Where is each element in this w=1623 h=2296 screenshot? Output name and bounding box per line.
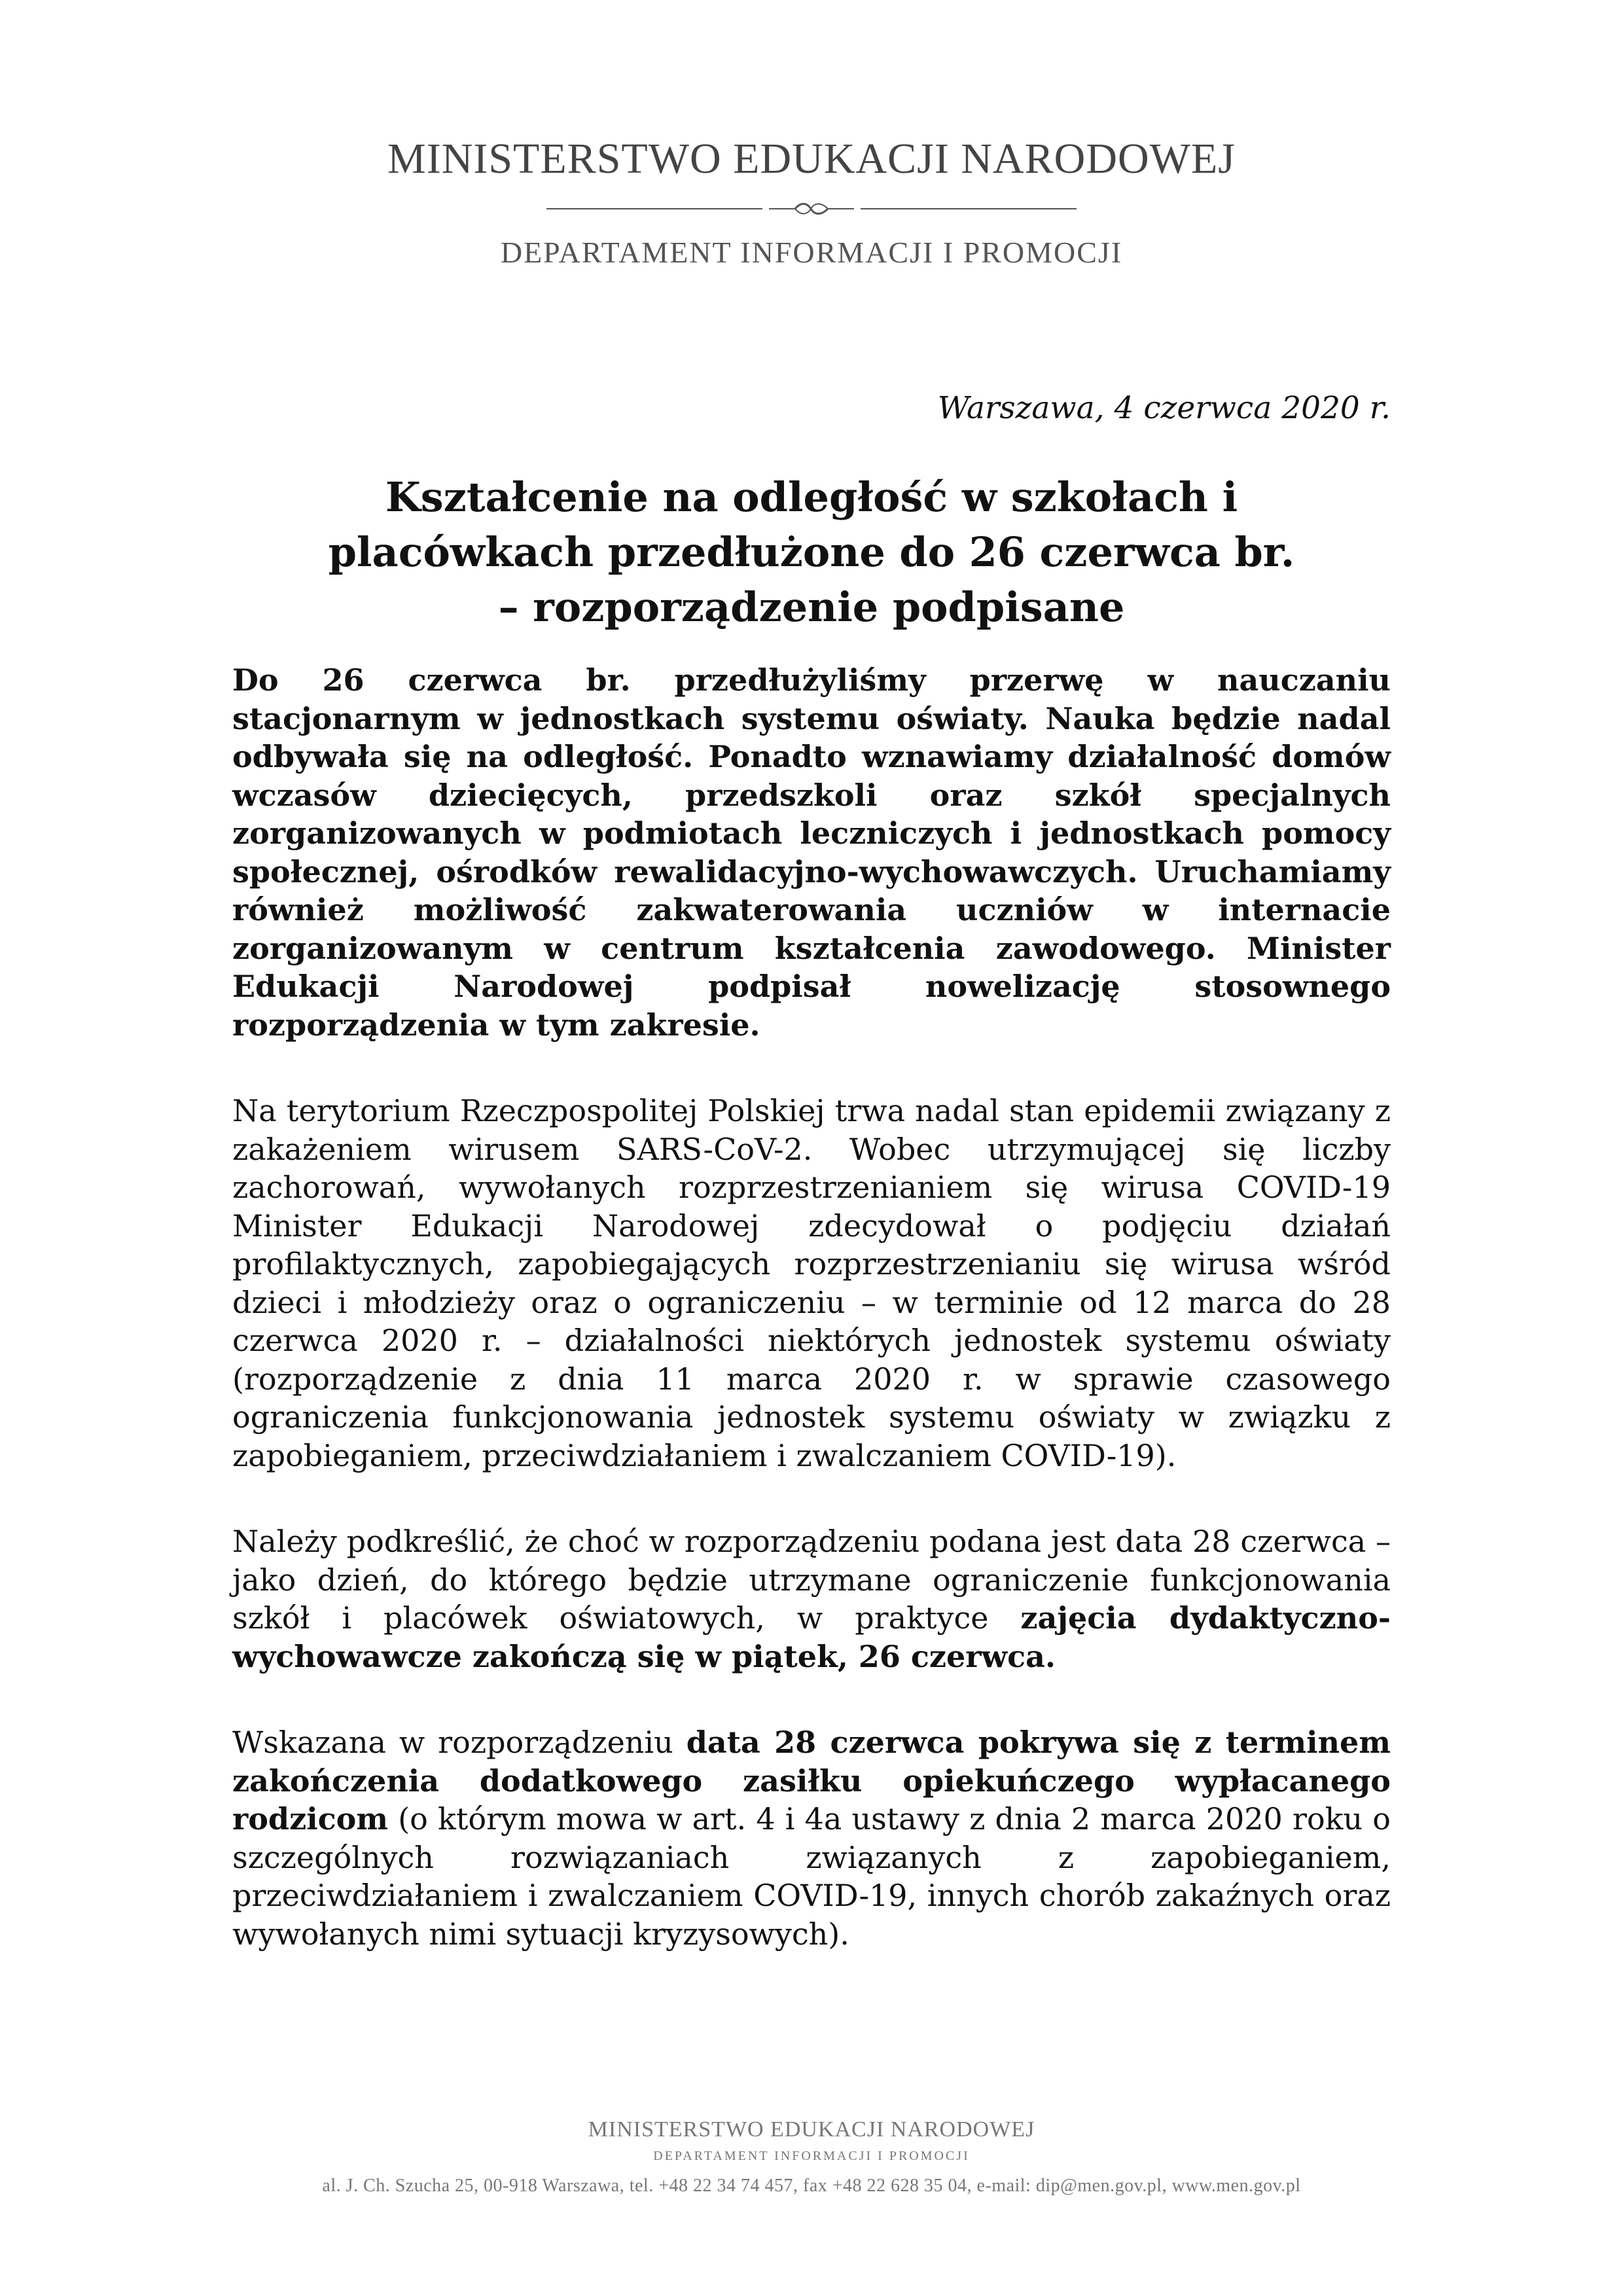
title-line-3: – rozporządzenie podpisane [498,583,1125,631]
letterhead-ornament [546,196,1077,222]
footer-ministry-name: MINISTERSTWO EDUKACJI NARODOWEJ [588,2117,1035,2142]
paragraph-school-end-bold: zajęcia dydaktyczno-wychowawcze zakończą się w piątek, 26 czerwca. [232,1600,1391,1674]
lead-paragraph: Do 26 czerwca br. przedłużyliśmy przerwę w nauczaniu stacjonarnym w jednostkach systemu oświaty. Nauka będzie nadal odbywała się na odległość. Ponadto wznawiamy działalność domów wczasów dziecięcych, przedszkoli oraz szkół specjalnych zorganizowanych w podmiotach leczniczych i jednostkach pomocy społecznej, ośrodków rewalidacyjno-wychowawczych. Uruchamiamy również możliwość zakwaterowania uczniów w internacie zorganizowanym w centrum kształcenia zawodowego. Minister Edukacji Narodowej podpisał nowelizację stosownego rozporządzenia w tym zakresie. [232,662,1391,1043]
paragraph-allowance-text-before: Wskazana w rozporządzeniu [232,1725,687,1760]
footer-contact: al. J. Ch. Szucha 25, 00-918 Warszawa, tel. +48 22 34 74 457, fax +48 22 628 35 04, e-mail: dip@men.gov.pl, www.men.gov.pl [322,2176,1301,2196]
paragraph-allowance-text-after: (o którym mowa w art. 4 i 4a ustawy z dnia 2 marca 2020 roku o szczególnych rozwiązaniach związanych z zapobieganiem, przeciwdziałaniem i zwalczaniem COVID-19, innych chorób zakaźnych oraz wywołanych nimi sytuacji kryzysowych). [232,1801,1391,1952]
paragraph-allowance-bold: data 28 czerwca pokrywa się z terminem zakończenia dodatkowego zasiłku opiekuńczego wypłacanego rodzicom [232,1725,1391,1837]
footer [0,2117,1623,2197]
title-line-1: Kształcenie na odległość w szkołach i [385,473,1238,521]
document-body [232,661,1391,2001]
title-line-2: placówkach przedłużone do 26 czerwca br. [328,528,1295,576]
paragraph-allowance [232,1723,1391,1953]
letterhead [0,134,1623,270]
letterhead-ministry-name: MINISTERSTWO EDUKACJI NARODOWEJ [387,135,1236,183]
paragraph-epidemic: Na terytorium Rzeczpospolitej Polskiej trwa nadal stan epidemii związany z zakażeniem wirusem SARS-CoV-2. Wobec utrzymującej się liczby zachorowań, wywołanych rozprzestrzenianiem się wirusa COVID-19 Minister Edukacji Narodowej zdecydował o podjęciu działań profilaktycznych, zapobiegających rozprzestrzenianiu się wirusa wśród dzieci i młodzieży oraz o ograniczeniu – w terminie od 12 marca do 28 czerwca 2020 r. – działalności niektórych jednostek systemu oświaty (rozporządzenie z dnia 11 marca 2020 r. w sprawie czasowego ograniczenia funkcjonowania jednostek systemu oświaty w związku z zapobieganiem, przeciwdziałaniem i zwalczaniem COVID-19). [232,1093,1391,1473]
paragraph-school-end [232,1522,1391,1676]
paragraph-school-end-text: Należy podkreślić, że choć w rozporządzeniu podana jest data 28 czerwca – jako dzień, do którego będzie utrzymane ograniczenie funkcjonowania szkół i placówek oświatowych, w praktyce [232,1524,1391,1636]
ornament-line-left [546,208,762,209]
ornament-flourish-icon [769,198,854,219]
letterhead-department-name: DEPARTAMENT INFORMACJI I PROMOCJI [500,236,1123,269]
document-title [196,470,1427,635]
footer-department-name: DEPARTAMENT INFORMACJI I PROMOCJI [653,2149,970,2163]
ornament-line-right [861,208,1077,209]
date-line: Warszawa, 4 czerwca 2020 r. [937,390,1391,426]
